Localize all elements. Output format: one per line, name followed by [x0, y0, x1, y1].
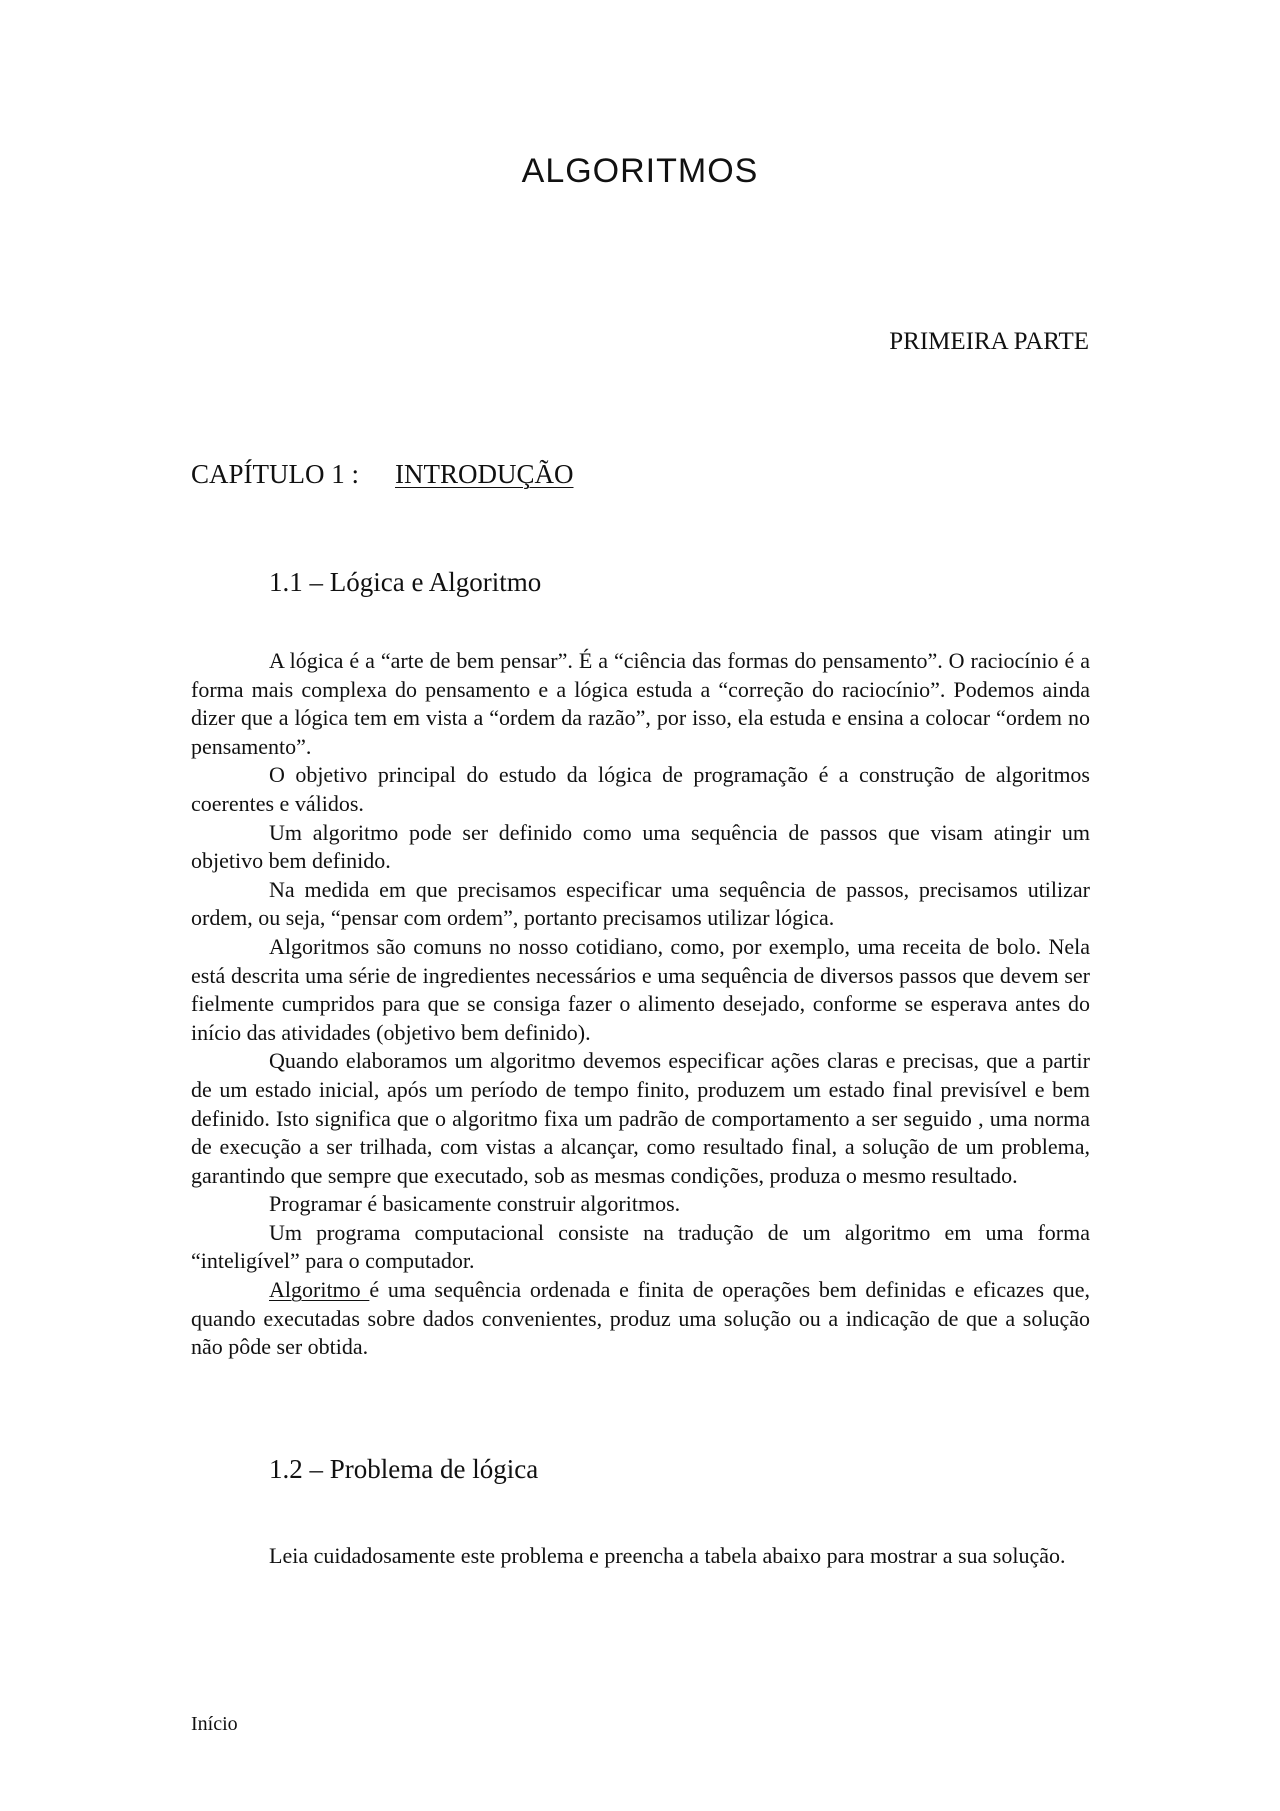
paragraph: Programar é basicamente construir algoritmos.: [269, 1191, 681, 1217]
definition-term: Algoritmo: [269, 1277, 370, 1303]
paragraph: Um algoritmo pode ser definido como uma sequência de passos que visam atingir um objetivo bem definido.: [191, 819, 1090, 874]
chapter-heading: [191, 459, 574, 490]
page-footer: Início: [191, 1713, 238, 1735]
document-title: ALGORITMOS: [521, 152, 759, 190]
paragraph: O objetivo principal do estudo da lógica de programação é a construção de algoritmos coerentes e válidos.: [191, 762, 1090, 816]
definition-paragraph: [191, 1276, 1090, 1362]
definition-text: é uma sequência ordenada e finita de operações bem definidas e eficazes que, quando executadas sobre dados convenientes, produz uma solução ou a indicação de que a solução não pôde ser obtida.: [191, 1277, 1090, 1360]
paragraph: A lógica é a “arte de bem pensar”. É a “ciência das formas do pensamento”. O raciocínio é a forma mais complexa do pensamento e a lógica estuda a “correção do raciocínio”. Podemos ainda dizer que a lógica tem em vista a “ordem da razão”, por isso, ela estuda e ensina a colocar “ordem no pensamento”.: [191, 648, 1090, 759]
section-1-body: [191, 647, 1090, 1362]
paragraph: Um programa computacional consiste na tradução de um algoritmo em uma forma “inteligível” para o computador.: [191, 1219, 1090, 1274]
paragraph: Leia cuidadosamente este problema e preencha a tabela abaixo para mostrar a sua solução.: [269, 1543, 1066, 1568]
section-2-title: 1.2 – Problema de lógica: [269, 1454, 539, 1484]
paragraph: Algoritmos são comuns no nosso cotidiano, como, por exemplo, uma receita de bolo. Nela está descrita uma série de ingredientes necessários e uma sequência de diversos passos que devem ser fielmente cumpridos para que se consiga fazer o alimento desejado, conforme se esperava antes do início das atividades (objetivo bem definido).: [191, 933, 1090, 1045]
paragraph: Na medida em que precisamos especificar uma sequência de passos, precisamos utilizar ordem, ou seja, “pensar com ordem”, portanto precisamos utilizar lógica.: [191, 876, 1090, 931]
chapter-label: CAPÍTULO 1 :: [191, 459, 359, 489]
paragraph: Quando elaboramos um algoritmo devemos especificar ações claras e precisas, que a partir de um estado inicial, após um período de tempo finito, produzem um estado final previsível e bem definido. Isto significa que o algoritmo fixa um padrão de comportamento a ser seguido , uma norma de execução a ser trilhada, com vistas a alcançar, como resultado final, a solução de um problema, garantindo que sempre que executado, sob as mesmas condições, produza o mesmo resultado.: [191, 1048, 1090, 1188]
section-1-title: 1.1 – Lógica e Algoritmo: [269, 567, 542, 597]
part-title: PRIMEIRA PARTE: [889, 328, 1089, 355]
section-2-body: [191, 1542, 1090, 1571]
chapter-name: INTRODUÇÃO: [395, 459, 574, 489]
